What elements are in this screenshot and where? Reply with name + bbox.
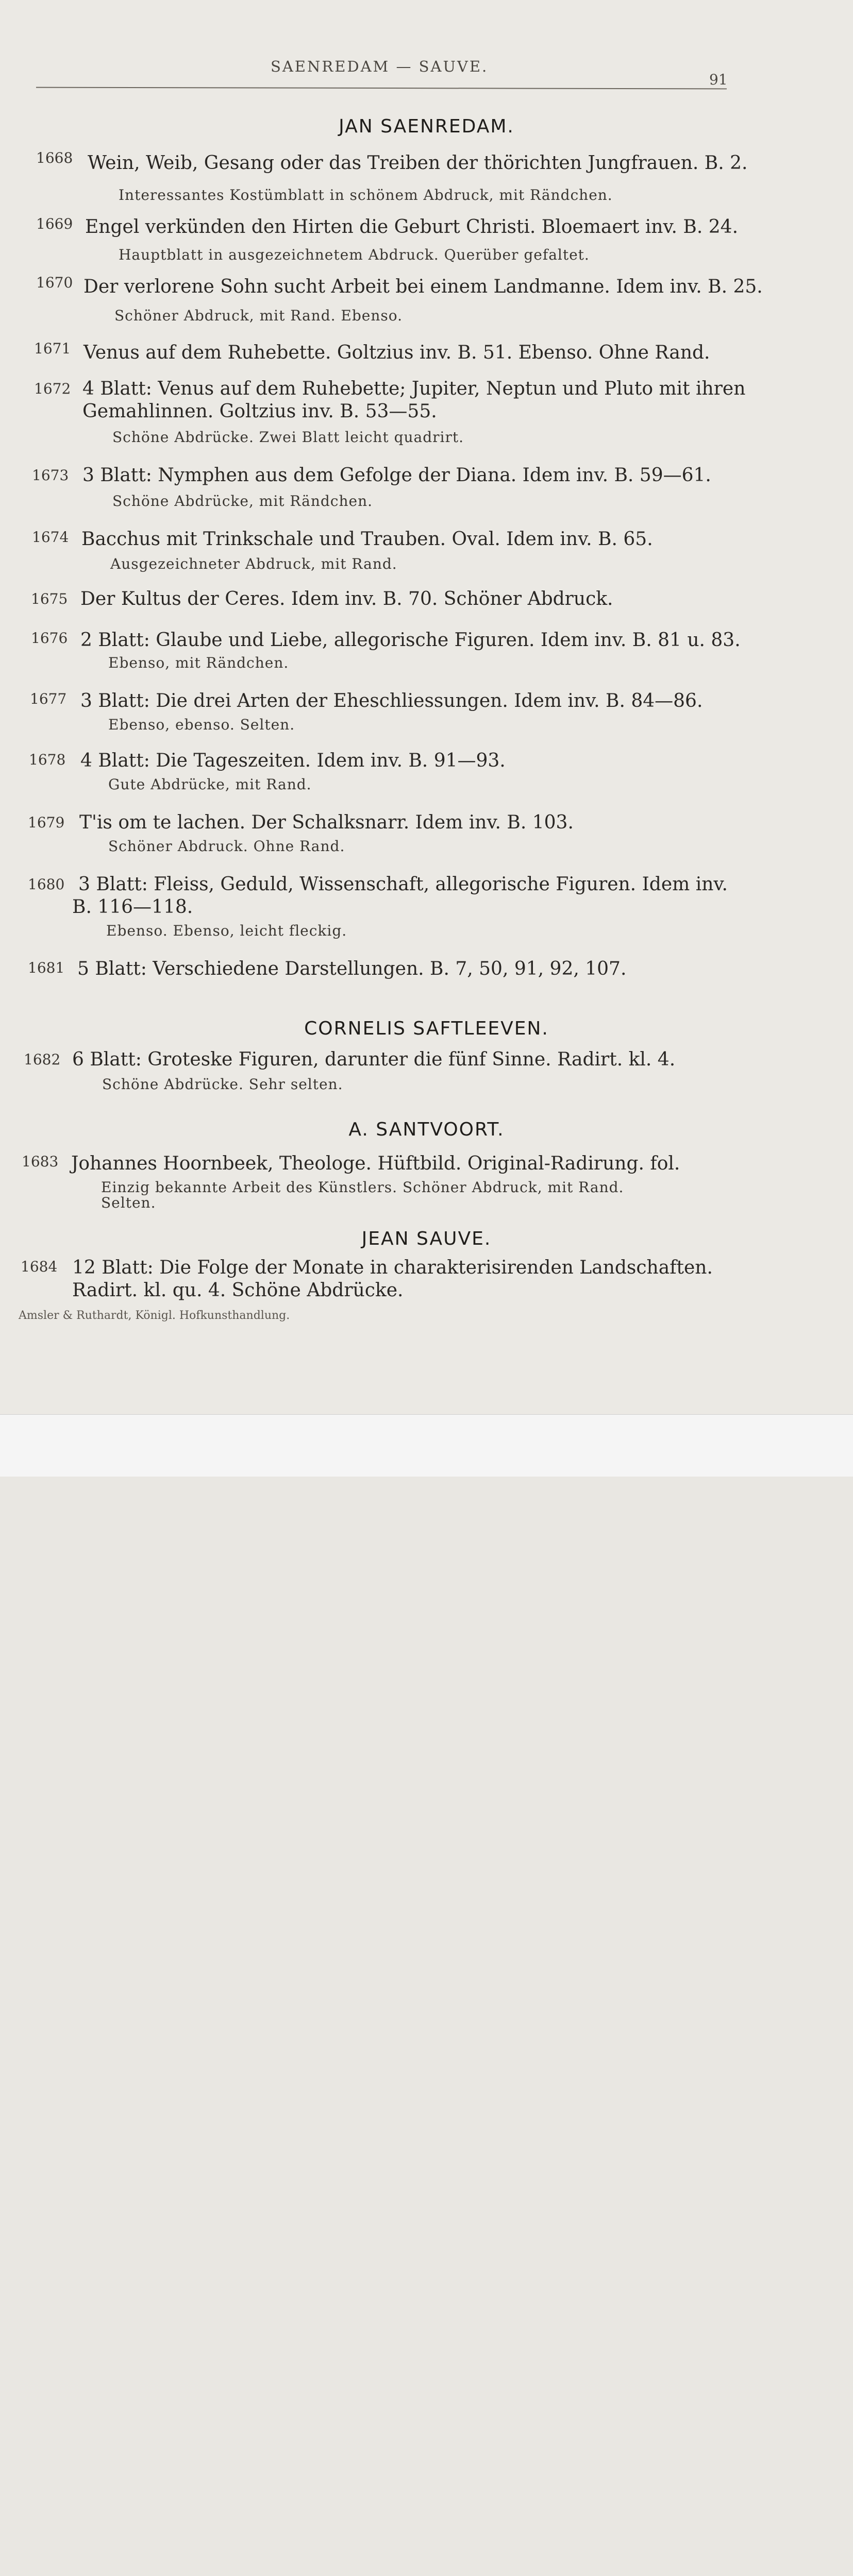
entry-line: Johannes Hoornbeek, Theologe. Hüftbild. Original-Radirung. fol.	[71, 1153, 680, 1174]
section-heading: JEAN SAUVE.	[361, 1228, 492, 1249]
entry-note: Selten.	[101, 1194, 156, 1211]
entry-note: Schöner Abdruck. Ohne Rand.	[108, 838, 345, 855]
entry-number: 1669	[36, 215, 73, 232]
page-number: 91	[709, 71, 728, 88]
entry-note: Ebenso, mit Rändchen.	[108, 654, 289, 671]
entry-number: 1673	[32, 467, 69, 484]
entry-line: Radirt. kl. qu. 4. Schöne Abdrücke.	[72, 1280, 404, 1301]
entry-note: Interessantes Kostümblatt in schönem Abdruck, mit Rändchen.	[119, 187, 613, 204]
running-title: SAENREDAM — SAUVE.	[271, 58, 489, 75]
entry-line: 3 Blatt: Fleiss, Geduld, Wissenschaft, allegorische Figuren. Idem inv.	[78, 874, 728, 895]
entry-line: 3 Blatt: Die drei Arten der Eheschliessungen. Idem inv. B. 84—86.	[80, 690, 703, 711]
entry-number: 1678	[29, 751, 66, 768]
entry-line: B. 116—118.	[72, 896, 193, 918]
entry-number: 1681	[28, 959, 65, 976]
entry-number: 1676	[31, 630, 68, 647]
entry-number: 1682	[24, 1051, 61, 1068]
section-heading: CORNELIS SAFTLEEVEN.	[304, 1018, 549, 1039]
entry-line: T'is om te lachen. Der Schalksnarr. Idem inv. B. 103.	[79, 812, 574, 833]
entry-number: 1679	[28, 814, 65, 831]
entry-line: Bacchus mit Trinkschale und Trauben. Oval. Idem inv. B. 65.	[81, 529, 653, 550]
entry-note: Einzig bekannte Arbeit des Künstlers. Schöner Abdruck, mit Rand.	[101, 1179, 624, 1196]
entry-number: 1671	[34, 340, 71, 357]
entry-line: Wein, Weib, Gesang oder das Treiben der thörichten Jungfrauen. B. 2.	[88, 152, 748, 174]
digitization-footer	[0, 1414, 853, 1477]
entry-note: Schöne Abdrücke. Sehr selten.	[102, 1076, 343, 1093]
entry-number: 1670	[36, 274, 73, 291]
entry-line: 2 Blatt: Glaube und Liebe, allegorische Figuren. Idem inv. B. 81 u. 83.	[80, 630, 741, 651]
entry-line: 3 Blatt: Nymphen aus dem Gefolge der Diana. Idem inv. B. 59—61.	[82, 465, 711, 486]
entry-note: Ausgezeichneter Abdruck, mit Rand.	[110, 555, 397, 572]
header-rule	[36, 87, 727, 90]
entry-note: Schöne Abdrücke, mit Rändchen.	[112, 493, 373, 510]
entry-note: Gute Abdrücke, mit Rand.	[108, 776, 312, 793]
entry-line: Gemahlinnen. Goltzius inv. B. 53—55.	[82, 401, 437, 422]
publisher-imprint: Amsler & Ruthardt, Königl. Hofkunsthandlung.	[19, 1309, 290, 1322]
entry-line: Engel verkünden den Hirten die Geburt Christi. Bloemaert inv. B. 24.	[85, 216, 739, 238]
entry-number: 1677	[30, 690, 67, 707]
entry-note: Hauptblatt in ausgezeichnetem Abdruck. Querüber gefaltet.	[119, 246, 590, 263]
entry-note: Schöne Abdrücke. Zwei Blatt leicht quadrirt.	[112, 429, 464, 446]
entry-line: 6 Blatt: Groteske Figuren, darunter die fünf Sinne. Radirt. kl. 4.	[72, 1049, 676, 1070]
entry-number: 1675	[31, 590, 68, 607]
entry-number: 1672	[34, 380, 71, 397]
entry-number: 1680	[28, 876, 65, 893]
entry-number: 1684	[21, 1258, 58, 1275]
entry-line: Venus auf dem Ruhebette. Goltzius inv. B. 51. Ebenso. Ohne Rand.	[83, 342, 710, 363]
entry-line: 12 Blatt: Die Folge der Monate in charakterisirenden Landschaften.	[72, 1257, 713, 1278]
entry-number: 1674	[32, 529, 69, 546]
entry-number: 1668	[36, 149, 73, 166]
entry-line: 4 Blatt: Die Tageszeiten. Idem inv. B. 91—93.	[80, 750, 506, 771]
entry-note: Ebenso, ebenso. Selten.	[108, 716, 295, 733]
entry-line: Der Kultus der Ceres. Idem inv. B. 70. Schöner Abdruck.	[80, 588, 613, 609]
section-heading: JAN SAENREDAM.	[339, 116, 514, 137]
entry-line: Der verlorene Sohn sucht Arbeit bei einem Landmanne. Idem inv. B. 25.	[83, 276, 763, 297]
section-heading: A. SANTVOORT.	[348, 1119, 505, 1140]
entry-number: 1683	[22, 1153, 59, 1170]
entry-note: Ebenso. Ebenso, leicht fleckig.	[106, 922, 347, 939]
entry-note: Schöner Abdruck, mit Rand. Ebenso.	[114, 307, 403, 324]
entry-line: 5 Blatt: Verschiedene Darstellungen. B. 7, 50, 91, 92, 107.	[77, 958, 627, 979]
entry-line: 4 Blatt: Venus auf dem Ruhebette; Jupiter, Neptun und Pluto mit ihren	[82, 378, 746, 399]
